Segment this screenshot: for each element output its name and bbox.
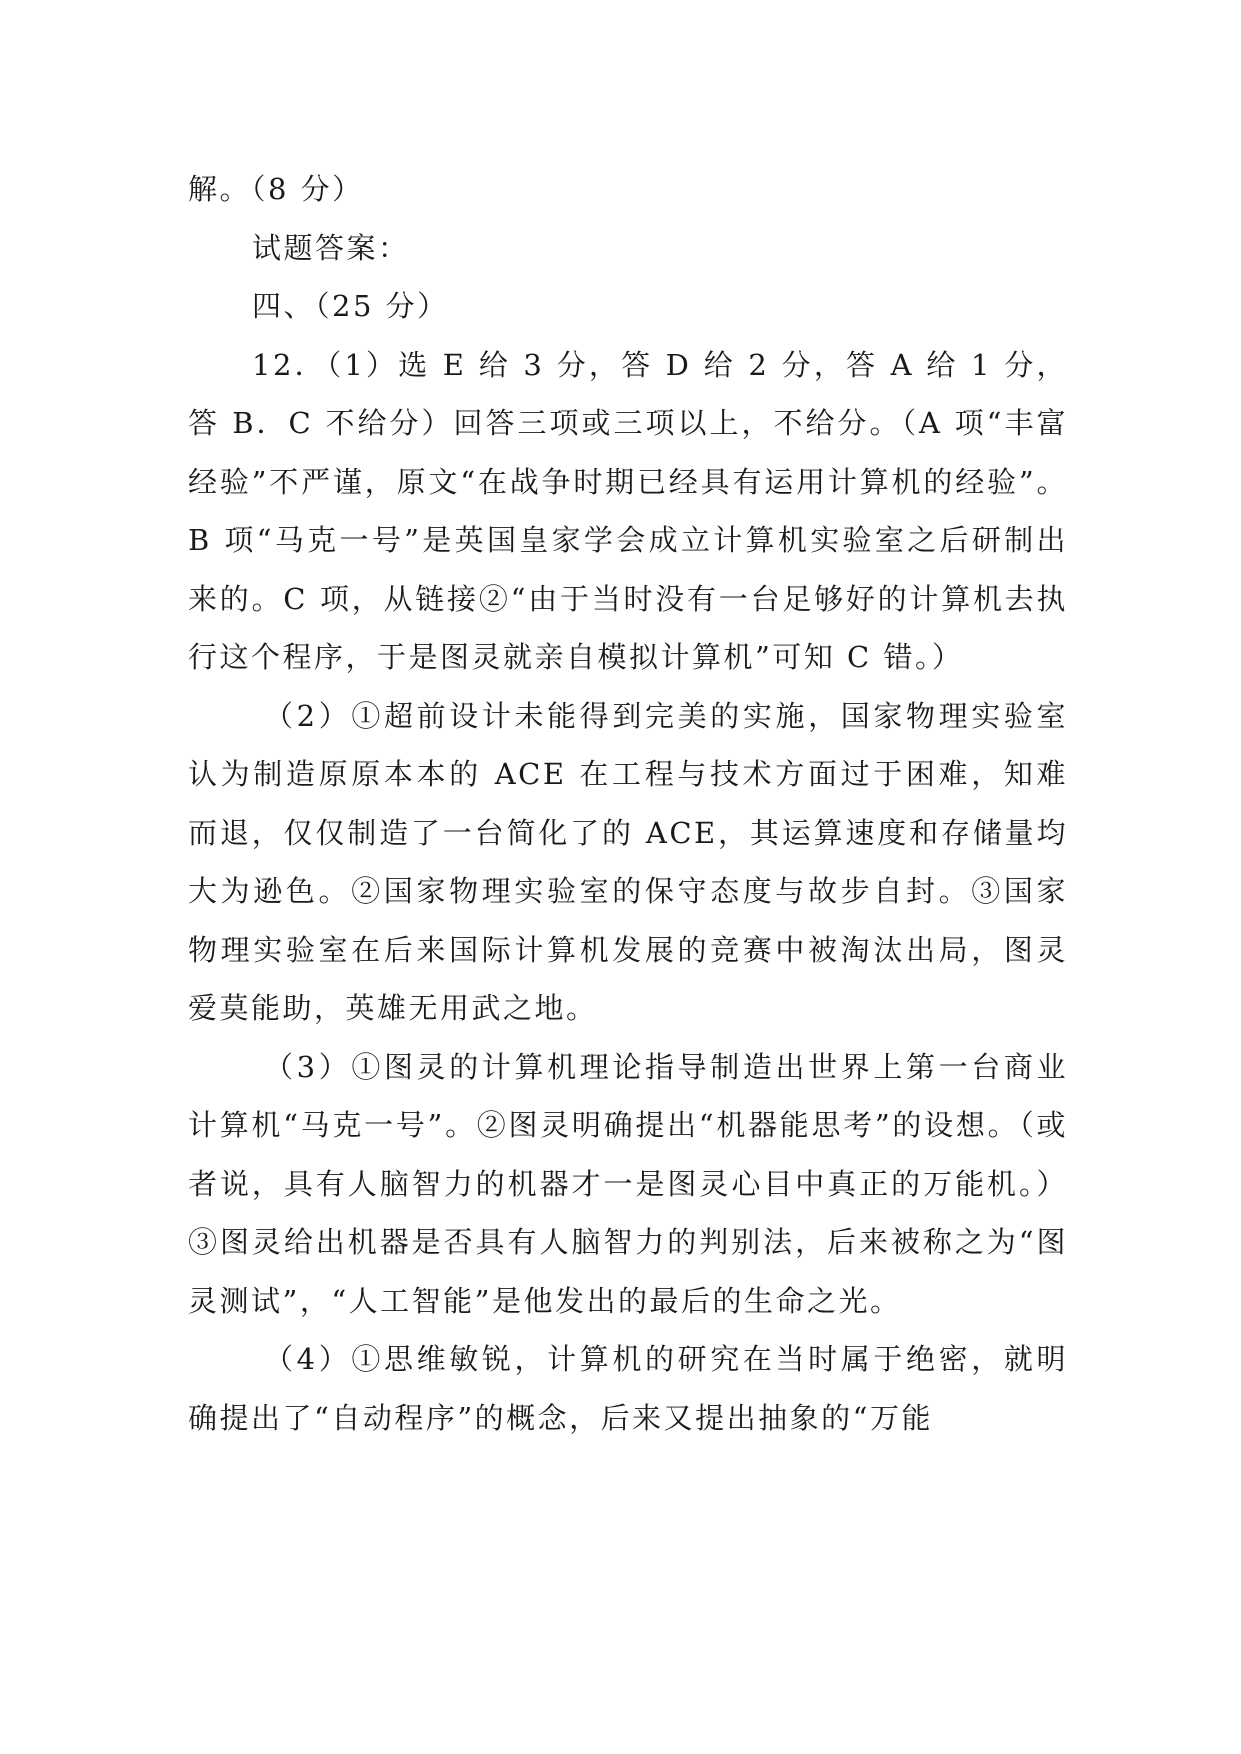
- paragraph-answer-4: （4）①思维敏锐，计算机的研究在当时属于绝密，就明确提出了“自动程序”的概念，后来又提出抽象的“万能: [188, 1342, 1068, 1435]
- paragraph-section-heading: 四、（25 分）: [252, 289, 449, 323]
- paragraph-answer-1: 12．（1）选 E 给 3 分，答 D 给 2 分，答 A 给 1 分，答 B．C 不给分）回答三项或三项以上，不给分。（A 项“丰富经验”不严谨，原文“在战争时期已经具有运用计算机的经验”。B 项“马克一号”是英国皇家学会成立计算机实验室之后研制出来的。C 项，从链接②“由于当时没有一台足够好的计算机去执行这个程序，于是图灵就亲自模拟计算机”可知 C 错。）: [188, 347, 1068, 674]
- document-body: [188, 160, 1068, 1447]
- paragraph-answer-2: （2）①超前设计未能得到完美的实施，国家物理实验室认为制造原原本本的 ACE 在工程与技术方面过于困难，知难而退，仅仅制造了一台简化了的 ACE，其运算速度和存储量均大为逊色。②国家物理实验室的保守态度与故步自封。③国家物理实验室在后来国际计算机发展的竞赛中被淘汰出局，图灵爱莫能助，英雄无用武之地。: [188, 698, 1068, 1025]
- paragraph-score-note: 解。（8 分）: [188, 172, 364, 206]
- paragraph-answer-3: （3）①图灵的计算机理论指导制造出世界上第一台商业计算机“马克一号”。②图灵明确提出“机器能思考”的设想。（或者说，具有人脑智力的机器才一是图灵心目中真正的万能机。）③图灵给出机器是否具有人脑智力的判别法，后来被称之为“图灵测试”，“人工智能”是他发出的最后的生命之光。: [188, 1049, 1068, 1318]
- paragraph-answer-heading: 试题答案：: [252, 230, 410, 265]
